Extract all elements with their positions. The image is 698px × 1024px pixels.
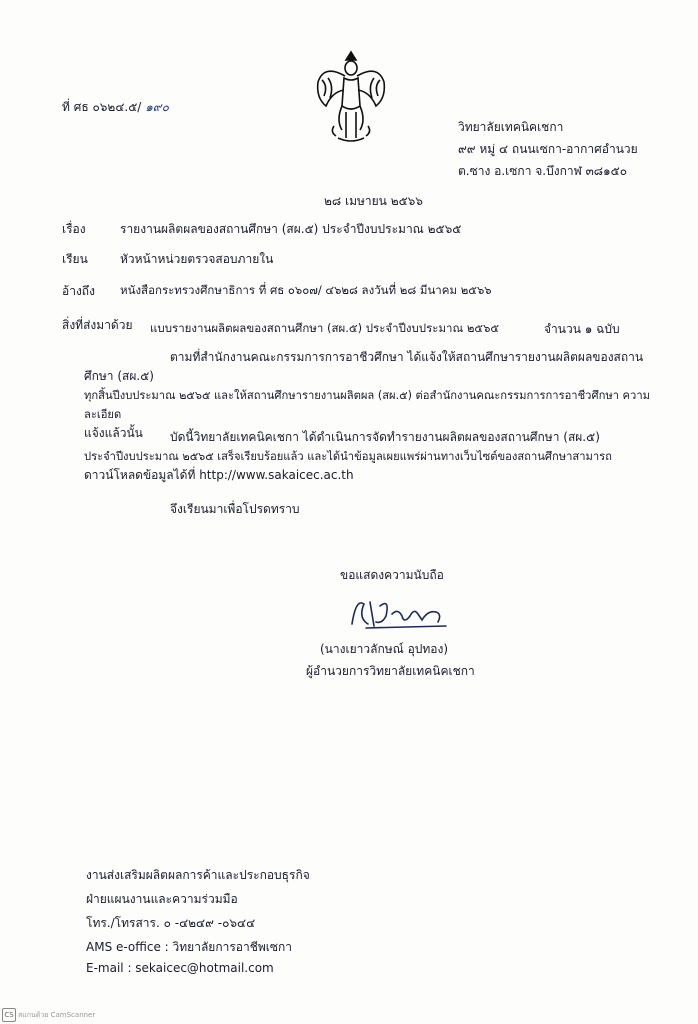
garuda-emblem-icon <box>312 46 390 146</box>
enclosure-label: สิ่งที่ส่งมาด้วย <box>62 318 133 332</box>
paragraph-2-line-3: ดาวน์โหลดข้อมูลได้ที่ http://www.sakaicec.ac.th <box>84 468 354 482</box>
footer-department: งานส่งเสริมผลิตผลการค้าและประกอบธุรกิจ <box>86 868 310 882</box>
footer-phone: โทร./โทรสาร. ๐ -๔๒๔๙ -๐๖๔๔ <box>86 916 256 930</box>
closing-line: จึงเรียนมาเพื่อโปรดทราบ <box>170 502 300 516</box>
to-label: เรียน <box>62 252 88 266</box>
sender-address-line2: ต.ซาง อ.เซกา จ.บึงกาฬ ๓๘๑๕๐ <box>458 164 628 178</box>
signature-scribble-icon <box>346 594 456 630</box>
paragraph-1-line-3: แจ้งแล้วนั้น <box>84 426 143 440</box>
footer-ams: AMS e-office : วิทยาลัยการอาชีพเซกา <box>86 940 293 954</box>
paragraph-1-line-2: ทุกสิ้นปีงบประมาณ ๒๕๖๕ และให้สถานศึกษารายงานผลิตผล (สผ.๕) ต่อสำนักงานคณะกรรมการการอาชีวศึกษา ความละเอียด <box>84 389 650 421</box>
enclosure-value: แบบรายงานผลิตผลของสถานศึกษา (สผ.๕) ประจำปีงบประมาณ ๒๕๖๕ <box>150 321 500 335</box>
paragraph-2 <box>84 428 659 485</box>
paragraph-2-line-2: ประจำปีงบประมาณ ๒๕๖๕ เสร็จเรียบร้อยแล้ว และได้นำข้อมูลเผยแพร่ผ่านทางเว็บไซต์ของสถานศึกษาสามารถ <box>84 450 612 463</box>
camscanner-note: สแกนด้วย CamScanner <box>18 1011 96 1019</box>
reference-value: หนังสือกระทรวงศึกษาธิการ ที่ ศธ ๐๖๐๗/ ๔๖๒๘ ลงวันที่ ๒๘ มีนาคม ๒๕๖๖ <box>120 283 492 297</box>
reference-number-prefix: ที่ ศธ ๐๖๒๔.๕/ <box>62 100 142 114</box>
paragraph-1-line-1: ตามที่สำนักงานคณะกรรมการการอาชีวศึกษา ได้แจ้งให้สถานศึกษารายงานผลิตผลของสถานศึกษา (สผ.๕) <box>84 350 644 383</box>
to-value: หัวหน้าหน่วยตรวจสอบภายใน <box>120 252 274 266</box>
sender-name: วิทยาลัยเทคนิคเชกา <box>458 120 564 134</box>
enclosure-quantity: จำนวน ๑ ฉบับ <box>544 322 620 336</box>
signatory-position: ผู้อำนวยการวิทยาลัยเทคนิคเชกา <box>306 664 475 678</box>
signatory-name: (นางเยาวลักษณ์ อุปทอง) <box>320 642 449 656</box>
reference-number-handwritten: ๑๙๐ <box>145 100 169 114</box>
sender-address-line1: ๙๙ หมู่ ๔ ถนนเซกา-อากาศอำนวย <box>458 142 638 156</box>
footer-email: E-mail : sekaicec@hotmail.com <box>86 961 274 975</box>
salutation: ขอแสดงความนับถือ <box>340 568 444 582</box>
subject-value: รายงานผลิตผลของสถานศึกษา (สผ.๕) ประจำปีงบประมาณ ๒๕๖๕ <box>120 222 462 236</box>
footer-division: ฝ่ายแผนงานและความร่วมมือ <box>86 892 238 906</box>
subject-label: เรื่อง <box>62 222 86 236</box>
reference-number <box>62 98 169 117</box>
reference-label: อ้างถึง <box>62 284 95 298</box>
camscanner-badge-icon: CS <box>2 1008 16 1022</box>
letter-date: ๒๘ เมษายน ๒๕๖๖ <box>324 194 423 208</box>
paragraph-2-line-1: บัดนี้วิทยาลัยเทคนิคเชกา ได้ดำเนินการจัดทำรายงานผลิตผลของสถานศึกษา (สผ.๕) <box>170 430 600 444</box>
